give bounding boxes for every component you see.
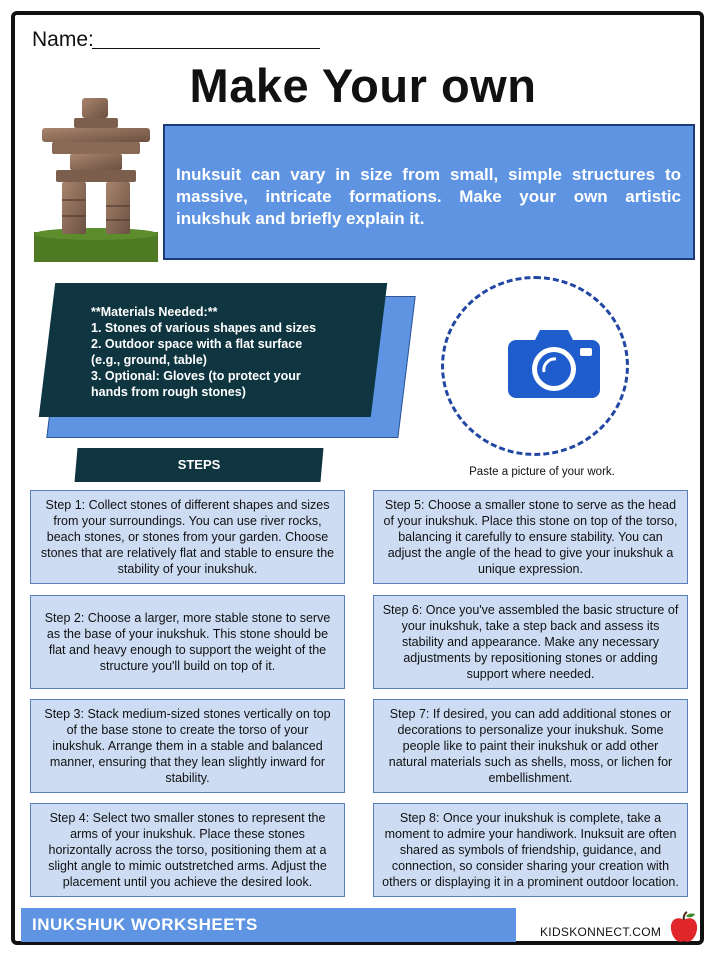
footer-title: INUKSHUK WORKSHEETS — [21, 908, 516, 942]
step-card-1 — [30, 490, 345, 584]
camera-icon — [508, 330, 600, 398]
step-text: Step 8: Once your inukshuk is complete, take a moment to admire your handiwork. Inuksuit are often shared as symbols of friendship, guidance, and connection, so consider sharing your creation with others or displaying it in a prominent outdoor location. — [382, 811, 679, 889]
step-text: Step 1: Collect stones of different shapes and sizes from your surroundings. You can use river rocks, beach stones, or stones from your garden. Choose stones that are relatively flat and stable to ensure the stability of your inukshuk. — [40, 498, 335, 576]
page-title: Make Your own — [189, 59, 537, 112]
materials-heading: **Materials Needed:** — [91, 305, 218, 319]
materials-item: 3. Optional: Gloves (to protect your — [91, 369, 301, 383]
name-field-line[interactable] — [92, 48, 320, 49]
step-text: Step 2: Choose a larger, more stable stone to serve as the base of your inukshuk. This stone should be flat and heavy enough to support the weight of the structure you'll build on top of it. — [44, 611, 331, 673]
steps-label: STEPS — [177, 457, 221, 472]
step-text: Step 6: Once you've assembled the basic structure of your inukshuk, take a step back and assess its stability and appearance. Make any necessary adjustments by repositioning stones or adding support where needed. — [382, 603, 679, 681]
inukshuk-image — [34, 92, 158, 262]
step-card-6 — [373, 595, 688, 689]
materials-item: 2. Outdoor space with a flat surface — [91, 337, 303, 351]
step-card-4 — [30, 803, 345, 897]
photo-caption: Paste a picture of your work. — [469, 466, 615, 478]
intro-box: Inuksuit can vary in size from small, simple structures to massive, intricate formations. Make your own artistic inukshuk and briefly explain it. — [163, 124, 695, 260]
step-card-2 — [30, 595, 345, 689]
step-text: Step 5: Choose a smaller stone to serve as the head of your inukshuk. Place this stone on top of the torso, balancing it carefully to ensure stability. You can adjust the angle of the head to give your inukshuk a unique expression. — [383, 498, 678, 576]
apple-logo-icon — [668, 911, 700, 945]
step-text: Step 4: Select two smaller stones to represent the arms of your inukshuk. Place these stones horizontally across the torso, positioning them at a slight angle to mimic outstretched arms. Adjust the placement until you achieve the desired look. — [48, 811, 327, 889]
step-card-3 — [30, 699, 345, 793]
materials-list — [91, 304, 351, 400]
step-card-5 — [373, 490, 688, 584]
footer-site: KIDSKONNECT.COM — [540, 925, 662, 939]
step-text: Step 3: Stack medium-sized stones vertically on top of the base stone to create the torso of your inukshuk. Arrange them in a stable and balanced manner, ensuring that they lean slightly inward for stability. — [44, 707, 331, 785]
materials-item: hands from rough stones) — [91, 385, 246, 399]
name-label: Name: — [32, 28, 94, 51]
materials-item: 1. Stones of various shapes and sizes — [91, 321, 317, 335]
materials-item: (e.g., ground, table) — [91, 353, 207, 367]
step-card-8 — [373, 803, 688, 897]
step-card-7 — [373, 699, 688, 793]
step-text: Step 7: If desired, you can add additional stones or decorations to personalize your inukshuk. Some people like to paint their inukshuk or add other natural materials such as shells, moss, or lichen for embellishment. — [388, 707, 673, 785]
